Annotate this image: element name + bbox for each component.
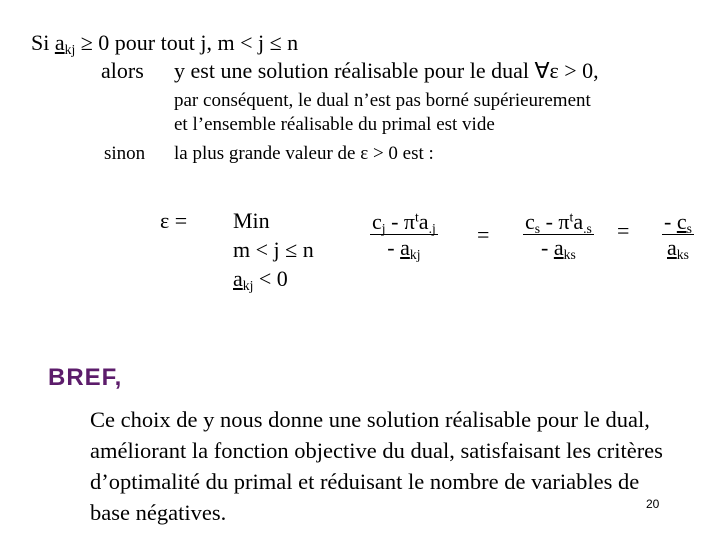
min-operator: Min: [233, 208, 270, 233]
note-line-2: et l’ensemble réalisable du primal est vide: [174, 114, 495, 135]
note-line-1: par conséquent, le dual n’est pas borné supérieurement: [174, 90, 591, 111]
fraction-1-denominator: - $a_{kj}$: [387, 235, 421, 262]
condition-prefix: Si: [31, 30, 55, 55]
summary-line-4: base négatives.: [90, 500, 227, 525]
sinon-label: sinon: [104, 143, 146, 164]
fraction-3: [662, 209, 694, 262]
condition-sub: kj: [64, 41, 76, 57]
bref-heading: BREF,: [48, 364, 123, 391]
alors-text: y est une solution réalisable pour le dual ∀ε > 0,: [174, 58, 599, 83]
equals-2: =: [617, 218, 630, 243]
page-number: 20: [646, 497, 660, 511]
epsilon-equals: ε =: [160, 208, 188, 233]
summary-paragraph: [90, 404, 710, 528]
min-condition-sub: kj: [242, 277, 254, 293]
sinon-text: la plus grande valeur de ε > 0 est :: [174, 143, 434, 164]
fraction-1: [370, 209, 438, 262]
min-condition-var: a: [233, 266, 243, 291]
summary-line-3: d’optimalité du primal et réduisant le nombre de variables de: [90, 469, 640, 494]
min-condition-rest: < 0: [253, 266, 288, 291]
fraction-3-denominator: $a_{ks}$: [667, 235, 689, 262]
min-range: m < j ≤ n: [233, 237, 314, 262]
fraction-3-numerator: - $c_s$: [664, 209, 692, 236]
min-condition: [233, 266, 288, 293]
summary-line-1: Ce choix de y nous donne une solution réalisable pour le dual,: [90, 407, 650, 432]
condition-var: a: [54, 30, 65, 55]
equals-1: =: [477, 222, 490, 247]
fraction-1-numerator: $c_j - \pi^ta_{.j}$: [372, 209, 436, 236]
fraction-2-numerator: $c_s - \pi^ta_{.s}$: [525, 209, 592, 236]
condition-line: [31, 30, 299, 57]
summary-line-2: améliorant la fonction objective du dual, satisfaisant les critères: [90, 438, 663, 463]
fraction-2-denominator: - $a_{ks}$: [541, 235, 576, 262]
alors-label: alors: [101, 58, 144, 83]
fraction-2: [523, 209, 594, 262]
condition-rest: ≥ 0 pour tout j, m < j ≤ n: [75, 30, 299, 55]
